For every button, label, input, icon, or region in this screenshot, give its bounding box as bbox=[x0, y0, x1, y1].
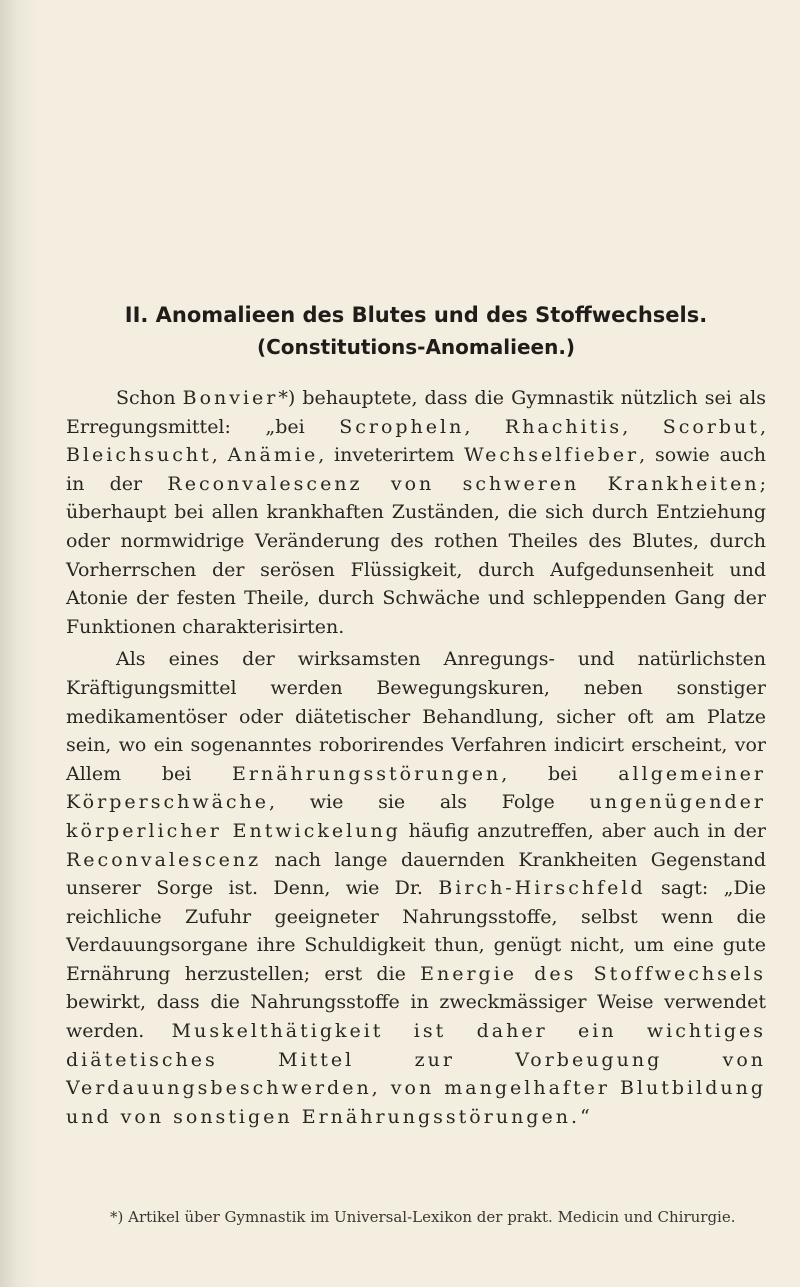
text-run: sagt: „Die reichliche Zufuhr geeigneter Nahrungsstoffe, selbst wenn die Verdauungsorgane ihre Schuldigkeit thun, genügt nicht, um eine gute Ernährung herzustellen; erst die bbox=[66, 877, 766, 985]
text-run: Als eines der wirksamsten Anregungs- und natürlichsten Kräftigungsmittel werden Bewegungskuren, neben sonstiger medikamentöser oder diätetischer Behandlung, sicher oft am Platze sein, wo ein sogenanntes roborirendes Verfahren indicirt erscheint, vor Allem bei bbox=[66, 648, 766, 785]
text-run: bewirkt, dass die Nahrungsstoffe in zweckmässiger Weise verwendet werden. bbox=[66, 991, 766, 1043]
spaced-name: Birch-Hirschfeld bbox=[438, 877, 646, 900]
spaced-term: Rhachitis bbox=[504, 415, 623, 438]
spaced-term: Reconvalescenz von schweren Krankheiten bbox=[167, 472, 760, 495]
paragraph-2 bbox=[66, 645, 766, 1131]
text-run: , inveterirtem bbox=[318, 444, 465, 467]
text-run: “ bbox=[579, 1105, 590, 1128]
footnote: *) Artikel über Gymnastik im Universal-Lexikon der prakt. Medicin und Chirurgie. bbox=[110, 1208, 736, 1226]
book-page bbox=[66, 300, 766, 1131]
spaced-quote: Muskelthätigkeit ist daher ein wichtiges diätetisches Mittel zur Vorbeugung von Verdauungsbeschwerden, von mangelhafter Blutbildung und von sonstigen Ernährungsstörungen. bbox=[66, 1020, 767, 1128]
page-edge-shadow bbox=[0, 0, 40, 1287]
spaced-term: Ernährungsstörungen bbox=[232, 762, 502, 785]
text-run: häufig anzutreffen, aber auch in der bbox=[400, 819, 766, 842]
text-run: , bbox=[759, 415, 766, 438]
text-run: nach lange dauernden Krankheiten Gegenstand unserer Sorge ist. Denn, wie Dr. bbox=[66, 848, 766, 900]
spaced-term: allgemeiner Körperschwäche bbox=[66, 762, 767, 814]
text-run: ; überhaupt bei allen krankhaften Zuständen, die sich durch Entziehung oder normwidrige Veränderung des rothen Theiles des Blutes, durch Vorherrschen der serösen Flüssigkeit, durch Aufgedunsenheit und Atonie der festen Theile, durch Schwäche und schleppenden Gang der Funktionen charakterisirten. bbox=[66, 472, 767, 638]
section-heading: II. Anomalieen des Blutes und des Stoffwechsels. bbox=[124, 303, 708, 327]
text-run: , bbox=[211, 444, 228, 467]
spaced-term: Energie des Stoffwechsels bbox=[420, 962, 766, 985]
text-run: , bbox=[464, 415, 505, 438]
spaced-term: Reconvalescenz bbox=[66, 848, 262, 871]
text-run: Schon bbox=[116, 387, 183, 409]
text-run: *) behauptete, dass die Gymnastik nützlich sei als Erregungsmittel: „bei bbox=[66, 387, 766, 438]
spaced-term: Scropheln bbox=[339, 415, 465, 438]
section-subheading: (Constitutions-Anomalieen.) bbox=[256, 335, 576, 359]
text-run: , sowie auch in der bbox=[66, 444, 766, 495]
paragraph-1 bbox=[66, 384, 766, 641]
spaced-name: Bonvier bbox=[182, 387, 279, 409]
text-run: , bei bbox=[501, 762, 619, 785]
spaced-term: ungenügender körperlicher Entwickelung bbox=[66, 791, 766, 842]
spaced-term: Scorbut bbox=[662, 415, 760, 438]
spaced-term: Wechselfieber bbox=[464, 444, 640, 467]
spaced-term: Anämie bbox=[227, 444, 319, 467]
text-run: , bbox=[622, 415, 663, 438]
body-text bbox=[66, 384, 766, 1131]
text-run: , wie sie als Folge bbox=[269, 791, 590, 814]
spaced-term: Bleichsucht bbox=[66, 444, 212, 467]
